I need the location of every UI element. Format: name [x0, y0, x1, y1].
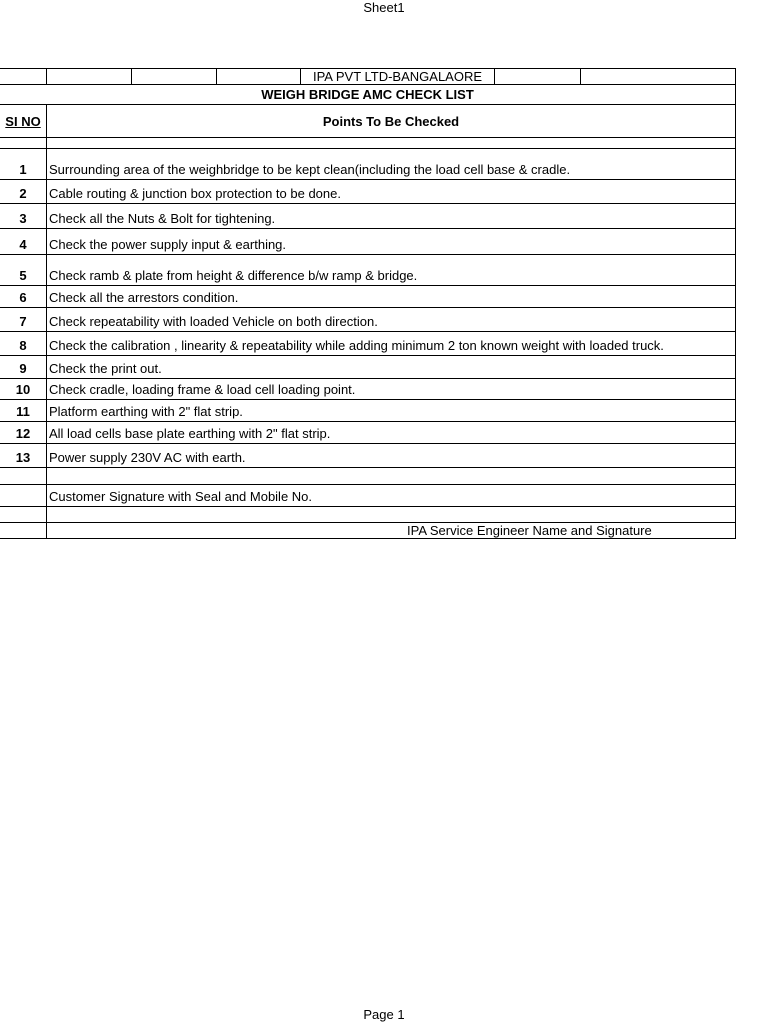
sl-number: 7: [0, 308, 47, 331]
sl-number: 9: [0, 356, 47, 378]
engineer-signature-row: [0, 523, 736, 539]
empty-cell: [0, 468, 47, 484]
sl-number: 6: [0, 286, 47, 307]
empty-cell: [0, 485, 47, 506]
checklist-item-row: [0, 149, 736, 180]
empty-cell: [47, 69, 132, 84]
checklist-item-row: [0, 400, 736, 422]
checklist-item-row: [0, 286, 736, 308]
empty-cell: [132, 69, 217, 84]
points-header: Points To Be Checked: [47, 105, 736, 137]
checklist-title: WEIGH BRIDGE AMC CHECK LIST: [0, 85, 736, 104]
customer-signature-label: Customer Signature with Seal and Mobile No.: [47, 485, 736, 506]
checklist-item-row: [0, 444, 736, 468]
sl-number: 11: [0, 400, 47, 421]
sl-number: 4: [0, 229, 47, 254]
checklist-item-row: [0, 356, 736, 379]
empty-cell: [581, 69, 736, 84]
check-point-text: Platform earthing with 2" flat strip.: [47, 400, 736, 421]
empty-cell: [0, 138, 47, 148]
company-row: [0, 68, 736, 85]
check-point-text: Check repeatability with loaded Vehicle on both direction.: [47, 308, 736, 331]
empty-cell: [0, 69, 47, 84]
check-point-text: Check the power supply input & earthing.: [47, 229, 736, 254]
spacer-row: [0, 138, 736, 149]
sl-number: 1: [0, 149, 47, 179]
title-row: [0, 85, 736, 105]
checklist-item-row: [0, 180, 736, 204]
empty-cell: [0, 523, 47, 538]
check-point-text: Cable routing & junction box protection to be done.: [47, 180, 736, 203]
blank-row: [0, 468, 736, 485]
check-point-text: Check ramb & plate from height & difference b/w ramp & bridge.: [47, 255, 736, 285]
check-point-text: Check cradle, loading frame & load cell loading point.: [47, 379, 736, 399]
check-point-text: Power supply 230V AC with earth.: [47, 444, 736, 467]
checklist-item-row: [0, 422, 736, 444]
check-point-text: Check the print out.: [47, 356, 736, 378]
checklist-item-row: [0, 308, 736, 332]
empty-cell: [47, 468, 736, 484]
checklist-item-row: [0, 332, 736, 356]
check-point-text: All load cells base plate earthing with 2" flat strip.: [47, 422, 736, 443]
sl-no-header: SI NO: [0, 105, 47, 137]
sl-number: 10: [0, 379, 47, 399]
check-point-text: Check all the arrestors condition.: [47, 286, 736, 307]
sl-number: 5: [0, 255, 47, 285]
sl-number: 3: [0, 204, 47, 228]
check-point-text: Check all the Nuts & Bolt for tightening.: [47, 204, 736, 228]
empty-cell: [47, 507, 736, 522]
empty-cell: [47, 138, 736, 148]
customer-signature-row: [0, 485, 736, 507]
sl-number: 13: [0, 444, 47, 467]
checklist-item-row: [0, 255, 736, 286]
blank-row: [0, 507, 736, 523]
sl-number: 2: [0, 180, 47, 203]
checklist-item-row: [0, 229, 736, 255]
company-name: IPA PVT LTD-BANGALAORE: [301, 69, 495, 84]
engineer-cell: [47, 523, 736, 538]
sl-number: 8: [0, 332, 47, 355]
checklist-item-row: [0, 379, 736, 400]
checklist-sheet: [0, 68, 736, 539]
sl-number: 12: [0, 422, 47, 443]
checklist-item-row: [0, 204, 736, 229]
empty-cell: [495, 69, 581, 84]
column-header-row: [0, 105, 736, 138]
empty-cell: [0, 507, 47, 522]
check-point-text: Check the calibration , linearity & repeatability while adding minimum 2 ton known weight with loaded truck.: [47, 332, 736, 355]
page-footer: Page 1: [363, 1007, 405, 1022]
check-point-text: Surrounding area of the weighbridge to be kept clean(including the load cell base & cradle.: [47, 149, 736, 179]
page-header: Sheet1: [363, 0, 405, 15]
empty-cell: [217, 69, 301, 84]
engineer-signature-label: IPA Service Engineer Name and Signature: [407, 523, 652, 538]
